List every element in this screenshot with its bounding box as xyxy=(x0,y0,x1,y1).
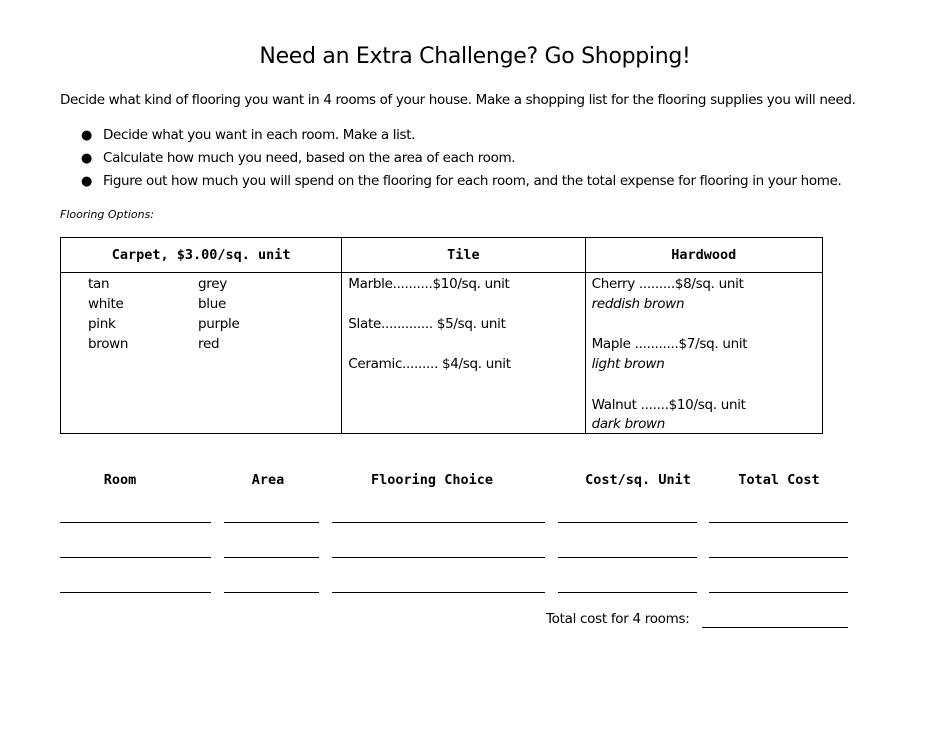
hardwood-color: reddish brown xyxy=(591,296,685,312)
bullet-icon: ● xyxy=(81,151,92,166)
tile-option: Ceramic......... $4/sq. unit xyxy=(348,356,511,372)
carpet-color: blue xyxy=(198,296,226,312)
flooring-options-table xyxy=(60,237,823,434)
intro-text: Decide what kind of flooring you want in 4 rooms of your house. Make a shopping list for the flooring supplies you will need. xyxy=(60,92,856,108)
tile-option: Marble..........$10/sq. unit xyxy=(348,276,510,292)
carpet-color: grey xyxy=(198,276,227,292)
carpet-color: white xyxy=(88,296,124,312)
total-cost-blank[interactable] xyxy=(709,592,848,593)
total-cost-label: Total cost for 4 rooms: xyxy=(546,611,690,627)
area-blank[interactable] xyxy=(224,522,319,523)
cost-per-unit-blank[interactable] xyxy=(558,592,697,593)
room-blank[interactable] xyxy=(60,592,211,593)
flooring-choice-blank[interactable] xyxy=(332,557,545,558)
hardwood-cell xyxy=(585,273,822,434)
carpet-color: tan xyxy=(88,276,110,292)
tile-header: Tile xyxy=(342,238,585,273)
carpet-color: red xyxy=(198,336,220,352)
room-blank[interactable] xyxy=(60,557,211,558)
carpet-cell xyxy=(61,273,342,434)
total-cost-column-header: Total Cost xyxy=(738,472,820,488)
total-cost-blank[interactable] xyxy=(709,557,848,558)
list-item xyxy=(60,173,841,196)
area-blank[interactable] xyxy=(224,557,319,558)
cost-per-unit-column-header: Cost/sq. Unit xyxy=(585,472,691,488)
bullet-icon: ● xyxy=(81,128,92,143)
hardwood-header: Hardwood xyxy=(585,238,822,273)
list-item-text: Calculate how much you need, based on the area of each room. xyxy=(103,150,516,166)
cost-per-unit-blank[interactable] xyxy=(558,557,697,558)
flooring-choice-column-header: Flooring Choice xyxy=(371,472,493,488)
grand-total-blank[interactable] xyxy=(702,627,848,628)
cost-per-unit-blank[interactable] xyxy=(558,522,697,523)
hardwood-option: Maple ...........$7/sq. unit xyxy=(591,336,748,352)
tile-cell xyxy=(342,273,585,434)
hardwood-option: Walnut .......$10/sq. unit xyxy=(591,397,746,413)
hardwood-color: dark brown xyxy=(591,416,666,432)
room-blank[interactable] xyxy=(60,522,211,523)
carpet-color: brown xyxy=(88,336,129,352)
carpet-color: pink xyxy=(88,316,116,332)
list-item-text: Figure out how much you will spend on the flooring for each room, and the total expense for flooring in your home. xyxy=(103,173,842,189)
area-blank[interactable] xyxy=(224,592,319,593)
list-item xyxy=(60,150,841,173)
flooring-options-label: Flooring Options: xyxy=(60,208,155,221)
hardwood-color: light brown xyxy=(591,356,665,372)
page-title: Need an Extra Challenge? Go Shopping! xyxy=(259,44,691,69)
area-column-header: Area xyxy=(251,472,285,488)
list-item xyxy=(60,127,841,150)
flooring-choice-blank[interactable] xyxy=(332,522,545,523)
carpet-header: Carpet, $3.00/sq. unit xyxy=(61,238,342,273)
room-column-header: Room xyxy=(103,472,137,488)
hardwood-option: Cherry .........$8/sq. unit xyxy=(591,276,744,292)
carpet-color: purple xyxy=(198,316,240,332)
flooring-choice-blank[interactable] xyxy=(332,592,545,593)
total-cost-blank[interactable] xyxy=(709,522,848,523)
bullet-icon: ● xyxy=(81,174,92,189)
list-item-text: Decide what you want in each room. Make a list. xyxy=(103,127,416,143)
instruction-list xyxy=(60,127,841,196)
tile-option: Slate............. $5/sq. unit xyxy=(348,316,506,332)
